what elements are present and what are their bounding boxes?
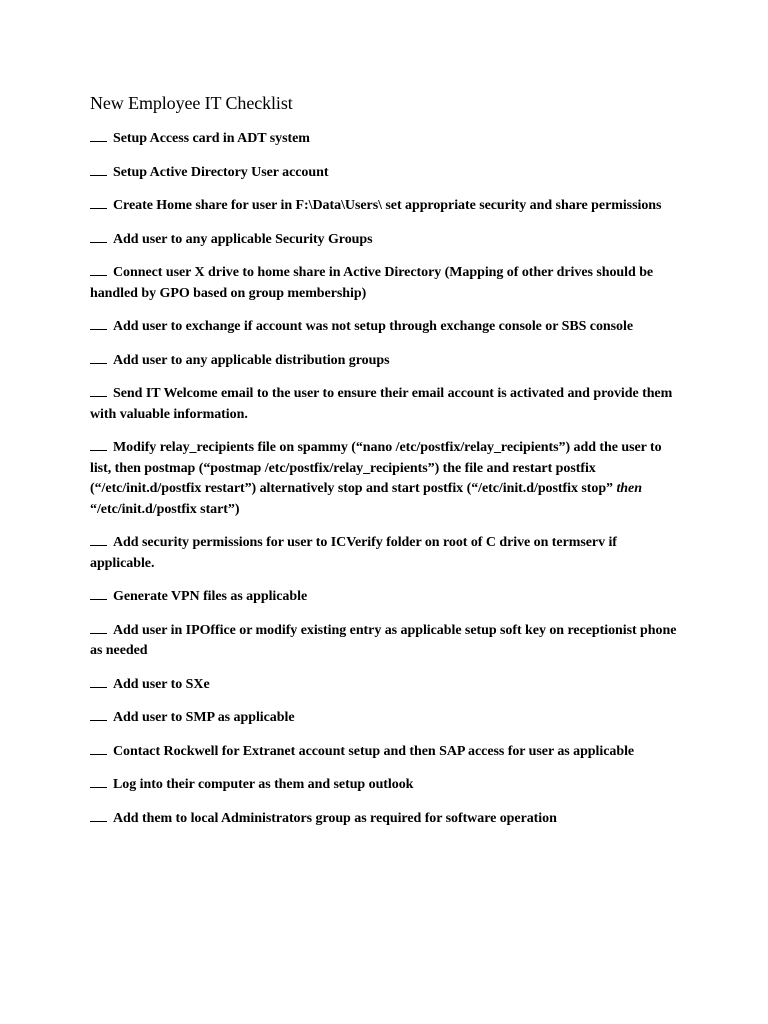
checklist-document — [90, 91, 680, 842]
checkbox-blank[interactable] — [90, 196, 107, 209]
item-text: Contact Rockwell for Extranet account setup and then SAP access for user as applicable — [113, 743, 635, 759]
checkbox-blank[interactable] — [90, 775, 107, 788]
checkbox-blank[interactable] — [90, 351, 107, 364]
checklist-item-access-card — [90, 129, 680, 150]
checkbox-blank[interactable] — [90, 163, 107, 176]
checklist-item-x-drive — [90, 263, 680, 304]
checkbox-blank[interactable] — [90, 317, 107, 330]
checkbox-blank[interactable] — [90, 384, 107, 397]
checklist-item-ad-account — [90, 163, 680, 184]
item-text: Modify relay_recipients file on spammy (“nano /etc/postfix/relay_recipients”) add the user to list, then postmap (“postmap /etc/postfix/relay_recipients”) the file and restart postfix (“/etc/init.d/postfix restart”) alternatively stop and start postfix (“/etc/init.d/postfix stop” — [90, 440, 662, 496]
checkbox-blank[interactable] — [90, 533, 107, 546]
item-text: Add user to any applicable Security Groups — [113, 231, 373, 247]
page-title: New Employee IT Checklist — [90, 93, 293, 113]
item-text: Add user in IPOffice or modify existing entry as applicable setup soft key on receptionist phone as needed — [90, 622, 677, 658]
checklist-item-local-admins — [90, 809, 680, 830]
checkbox-blank[interactable] — [90, 675, 107, 688]
item-text: Generate VPN files as applicable — [113, 589, 308, 604]
item-text: Setup Active Directory User account — [113, 164, 329, 180]
item-text: Send IT Welcome email to the user to ensure their email account is activated and provide them with valuable information. — [90, 386, 673, 422]
checklist-item-distribution-groups — [90, 351, 680, 372]
checklist-item-security-groups — [90, 230, 680, 251]
item-text: Add user to SXe — [113, 676, 210, 692]
checklist-item-sxe — [90, 675, 680, 696]
checklist-item-welcome-email — [90, 384, 680, 425]
item-text: Add security permissions for user to ICVerify folder on root of C drive on termserv if applicable. — [90, 535, 617, 571]
item-text: Create Home share for user in F:\Data\Users\ set appropriate security and share permissions — [113, 198, 662, 213]
item-text: “/etc/init.d/postfix start”) — [90, 501, 240, 517]
checkbox-blank[interactable] — [90, 587, 107, 600]
item-text-italic: then — [616, 481, 642, 496]
checklist-item-relay-recipients — [90, 438, 680, 520]
checklist-item-exchange — [90, 317, 680, 338]
checkbox-blank[interactable] — [90, 263, 107, 276]
checklist-item-rockwell — [90, 742, 680, 763]
checkbox-blank[interactable] — [90, 708, 107, 721]
checklist-item-home-share — [90, 196, 680, 217]
checklist-item-icverify — [90, 533, 680, 574]
checkbox-blank[interactable] — [90, 621, 107, 634]
checklist-item-smp — [90, 708, 680, 729]
checkbox-blank[interactable] — [90, 129, 107, 142]
checklist-item-ipoffice — [90, 621, 680, 662]
item-text: Add them to local Administrators group as required for software operation — [113, 810, 557, 826]
item-text: Setup Access card in ADT system — [113, 131, 310, 146]
item-text: Add user to SMP as applicable — [113, 710, 295, 725]
checklist-item-vpn — [90, 587, 680, 608]
checkbox-blank[interactable] — [90, 742, 107, 755]
checklist-item-outlook — [90, 775, 680, 796]
item-text: Connect user X drive to home share in Active Directory (Mapping of other drives should be handled by GPO based on group membership) — [90, 265, 654, 301]
item-text: Add user to exchange if account was not setup through exchange console or SBS console — [113, 319, 634, 334]
checkbox-blank[interactable] — [90, 438, 107, 451]
checkbox-blank[interactable] — [90, 809, 107, 822]
item-text: Log into their computer as them and setup outlook — [113, 777, 414, 792]
checkbox-blank[interactable] — [90, 230, 107, 243]
item-text: Add user to any applicable distribution groups — [113, 352, 390, 368]
